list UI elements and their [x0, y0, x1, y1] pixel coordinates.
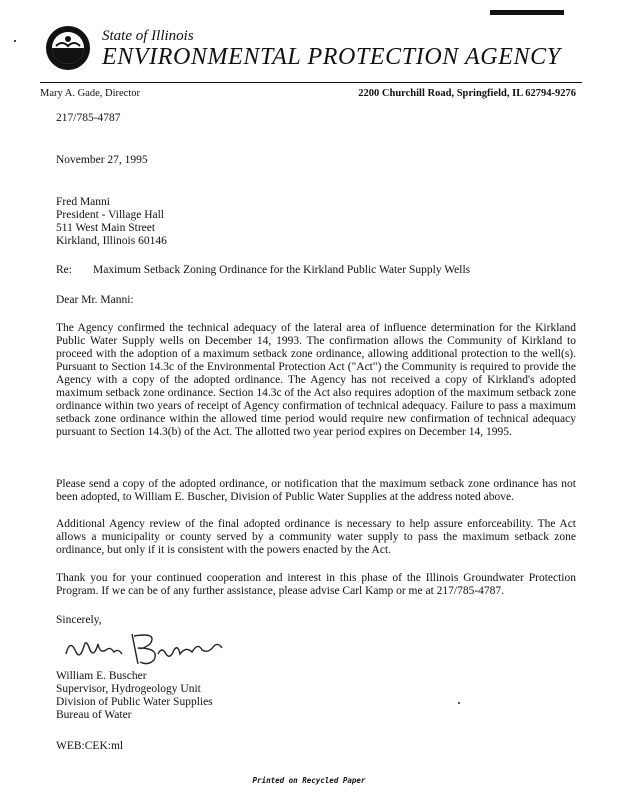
body-paragraph: Please send a copy of the adopted ordinance, or notification that the maximum setback zone ordinance has not been adopted, to William E. Buscher, Division of Public Water Supplies at the address noted above. — [56, 478, 576, 503]
signer-title: Supervisor, Hydrogeology Unit — [56, 683, 201, 695]
scan-speck — [458, 702, 460, 704]
letterhead-divider — [40, 82, 582, 83]
director-line: Mary A. Gade, Director — [40, 88, 141, 99]
agency-seal-icon — [44, 24, 92, 72]
body-paragraph: Additional Agency review of the final adopted ordinance is necessary to help assure enforceability. The Act allows a municipality or county served by a community water supply to pass the maximum setback zone ordinance, but only if it is consistent with the powers enacted by the Act. — [56, 518, 576, 556]
scan-speck — [14, 40, 16, 42]
letter-date: November 27, 1995 — [56, 154, 148, 166]
agency-name: ENVIRONMENTAL PROTECTION AGENCY — [102, 44, 561, 70]
signer-division: Division of Public Water Supplies — [56, 696, 213, 708]
recycled-paper-footer: Printed on Recycled Paper — [252, 776, 366, 785]
reference-initials: WEB:CEK:ml — [56, 740, 124, 752]
recipient-city: Kirkland, Illinois 60146 — [56, 235, 167, 247]
body-paragraph: The Agency confirmed the technical adequacy of the lateral area of influence determination for the Kirkland Public Water Supply wells on December 14, 1993. The confirmation allows the Community of Kirkland to proceed with the adoption of a maximum setback zone ordinance, allowing additional protection to the well(s). Pursuant to Section 14.3c of the Environmental Protection Act ("Act") the Community is required to provide the Agency with a copy of the adopted ordinance. The Agency has not received a copy of Kirkland's adopted maximum setback zone ordinance. Section 14.3c of the Act also requires adoption of the maximum setback zone ordinance within two years of receipt of Agency confirmation of technical adequacy. Failure to pass a maximum setback zone ordinance within the allowed time period would require new confirmation of technical adequacy pursuant to Section 14.3(b) of the Act. The allotted two year period expires on December 14, 1995. — [56, 322, 576, 438]
closing: Sincerely, — [56, 614, 102, 626]
salutation: Dear Mr. Manni: — [56, 294, 134, 306]
re-label: Re: — [56, 264, 72, 276]
signer-bureau: Bureau of Water — [56, 709, 132, 721]
handwritten-signature — [62, 624, 232, 670]
recipient-street: 511 West Main Street — [56, 222, 156, 234]
agency-address: 2200 Churchill Road, Springfield, IL 62794-9276 — [358, 88, 576, 99]
recipient-name: Fred Manni — [56, 196, 110, 208]
re-subject: Maximum Setback Zoning Ordinance for the Kirkland Public Water Supply Wells — [93, 264, 471, 276]
phone-number: 217/785-4787 — [56, 112, 121, 124]
signer-name: William E. Buscher — [56, 670, 147, 682]
scan-mark — [490, 10, 564, 15]
state-name: State of Illinois — [102, 28, 194, 44]
body-paragraph: Thank you for your continued cooperation and interest in this phase of the Illinois Groundwater Protection Program. If we can be of any further assistance, please advise Carl Kamp or me at 217/785-4787. — [56, 572, 576, 597]
recipient-title: President - Village Hall — [56, 209, 165, 221]
